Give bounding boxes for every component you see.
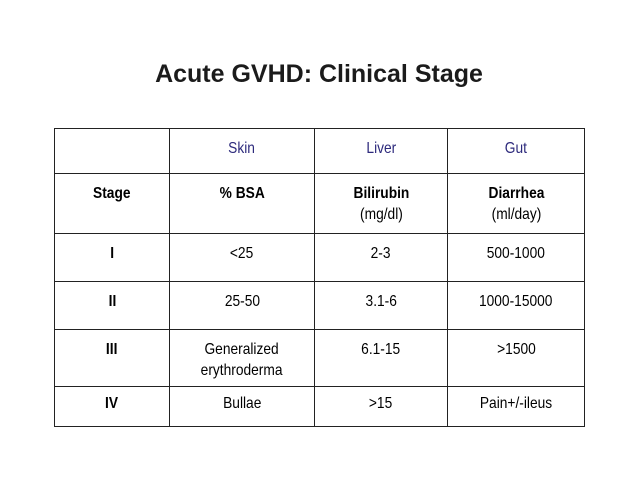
liver-cell: 3.1-6 xyxy=(315,282,448,330)
gut-unit-label: (ml/day) xyxy=(491,206,541,223)
skin-line-1: Generalized xyxy=(204,341,280,358)
skin-line-2: erythroderma xyxy=(201,362,283,379)
header-cell-gut: Gut xyxy=(448,129,585,174)
stage-cell: II xyxy=(55,282,170,330)
skin-cell xyxy=(170,330,315,387)
gut-cell: Pain+/-ileus xyxy=(448,387,585,427)
skin-measure-cell: % BSA xyxy=(170,174,315,234)
table-row xyxy=(55,282,585,330)
stage-label-cell: Stage xyxy=(55,174,170,234)
skin-cell: <25 xyxy=(170,234,315,282)
gut-cell: 1000-15000 xyxy=(448,282,585,330)
liver-unit-label: (mg/dl) xyxy=(359,206,403,223)
table-row xyxy=(55,330,585,387)
page-title: Acute GVHD: Clinical Stage xyxy=(155,60,483,88)
header-cell-liver: Liver xyxy=(315,129,448,174)
table-row xyxy=(55,387,585,427)
stage-cell: IV xyxy=(55,387,170,427)
gut-cell: >1500 xyxy=(448,330,585,387)
measure-header-row xyxy=(55,174,585,234)
stage-cell: I xyxy=(55,234,170,282)
organ-header-row xyxy=(55,129,585,174)
table-row xyxy=(55,234,585,282)
header-cell-empty xyxy=(55,129,170,174)
gut-cell: 500-1000 xyxy=(448,234,585,282)
liver-measure-label: Bilirubin xyxy=(353,185,409,202)
skin-cell: Bullae xyxy=(170,387,315,427)
liver-measure-cell xyxy=(315,174,448,234)
gut-measure-label: Diarrhea xyxy=(488,185,544,202)
header-cell-skin: Skin xyxy=(170,129,315,174)
skin-cell: 25-50 xyxy=(170,282,315,330)
liver-cell: 6.1-15 xyxy=(315,330,448,387)
liver-cell: 2-3 xyxy=(315,234,448,282)
liver-cell: >15 xyxy=(315,387,448,427)
gut-measure-cell xyxy=(448,174,585,234)
stage-cell: III xyxy=(55,330,170,387)
clinical-stage-table xyxy=(54,128,585,427)
